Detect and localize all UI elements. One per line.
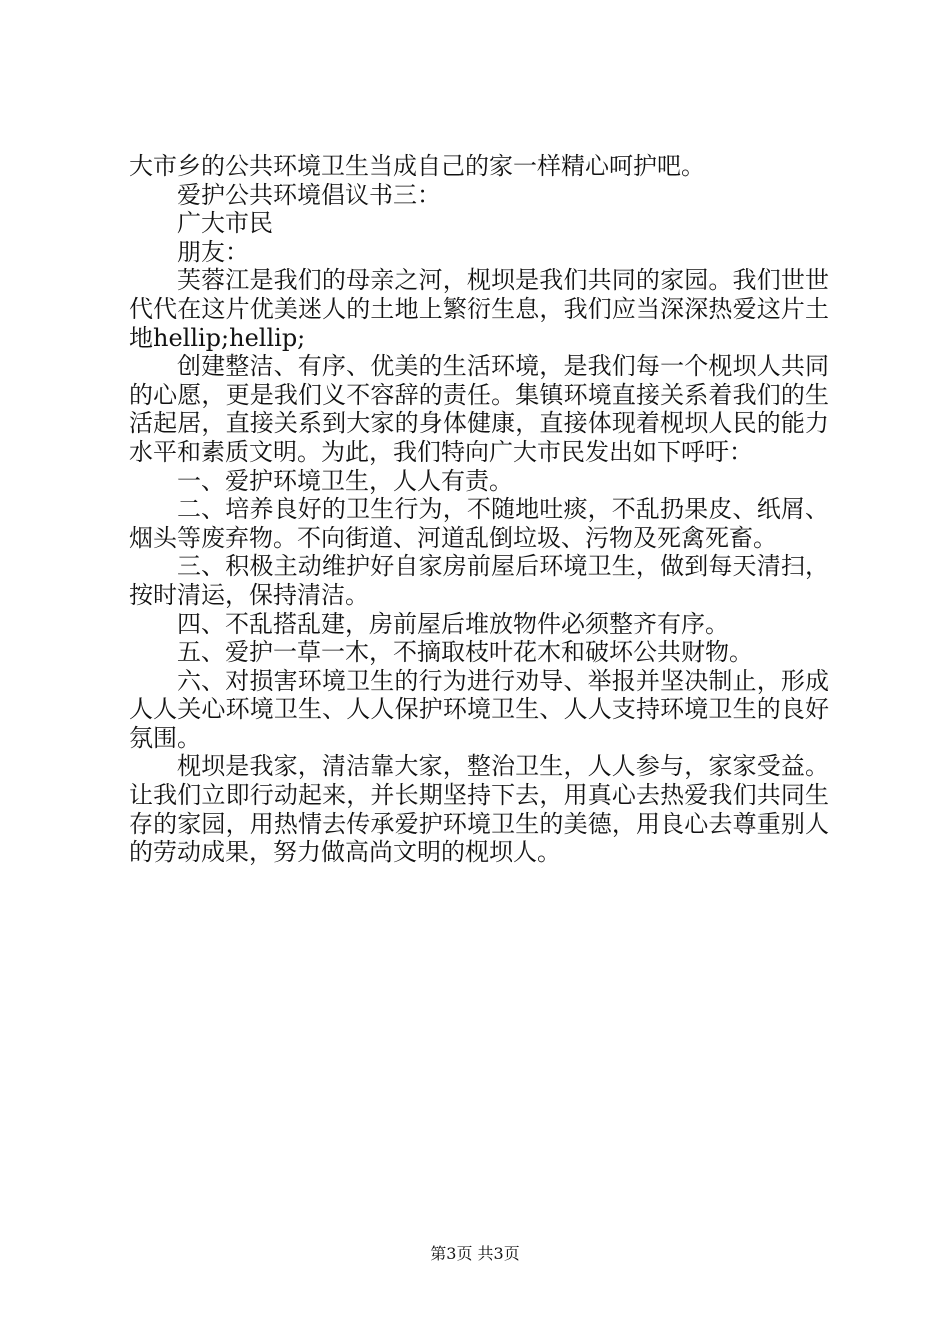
paragraph-intro: 芙蓉江是我们的母亲之河，枧坝是我们共同的家园。我们世世代代在这片优美迷人的土地上繁衍生息，我们应当深深热爱这片土地hellip;hellip; xyxy=(129,266,829,352)
paragraph-item-3: 三、积极主动维护好自家房前屋后环境卫生，做到每天清扫，按时清运，保持清洁。 xyxy=(129,552,829,609)
paragraph-appeal: 创建整洁、有序、优美的生活环境，是我们每一个枧坝人共同的心愿，更是我们义不容辞的责任。集镇环境直接关系着我们的生活起居，直接关系到大家的身体健康，直接体现着枧坝人民的能力水平和素质文明。为此，我们特向广大市民发出如下呼吁： xyxy=(129,352,829,466)
paragraph-closing: 枧坝是我家，清洁靠大家，整治卫生，人人参与，家家受益。让我们立即行动起来，并长期坚持下去，用真心去热爱我们共同生存的家园，用热情去传承爱护环境卫生的美德，用良心去尊重别人的劳动成果，努力做高尚文明的枧坝人。 xyxy=(129,752,829,867)
page-footer xyxy=(0,1244,950,1264)
paragraph-item-1: 一、爱护环境卫生，人人有责。 xyxy=(177,466,513,495)
document-body xyxy=(129,152,829,867)
paragraph-salutation-line2: 朋友： xyxy=(177,237,249,266)
paragraph-item-2: 二、培养良好的卫生行为，不随地吐痰，不乱扔果皮、纸屑、烟头等废弃物。不向街道、河道乱倒垃圾、污物及死禽死畜。 xyxy=(129,495,829,552)
paragraph-item-6: 六、对损害环境卫生的行为进行劝导、举报并坚决制止，形成人人关心环境卫生、人人保护环境卫生、人人支持环境卫生的良好氛围。 xyxy=(129,666,829,752)
page-number-label: 第3页 共3页 xyxy=(430,1244,520,1263)
paragraph-continuation: 大市乡的公共环境卫生当成自己的家一样精心呵护吧。 xyxy=(129,152,705,180)
paragraph-item-5: 五、爱护一草一木，不摘取枝叶花木和破坏公共财物。 xyxy=(177,638,753,667)
paragraph-salutation-line1: 广大市民 xyxy=(177,209,273,238)
paragraph-heading: 爱护公共环境倡议书三： xyxy=(177,180,441,209)
paragraph-item-4: 四、不乱搭乱建，房前屋后堆放物件必须整齐有序。 xyxy=(177,609,729,638)
